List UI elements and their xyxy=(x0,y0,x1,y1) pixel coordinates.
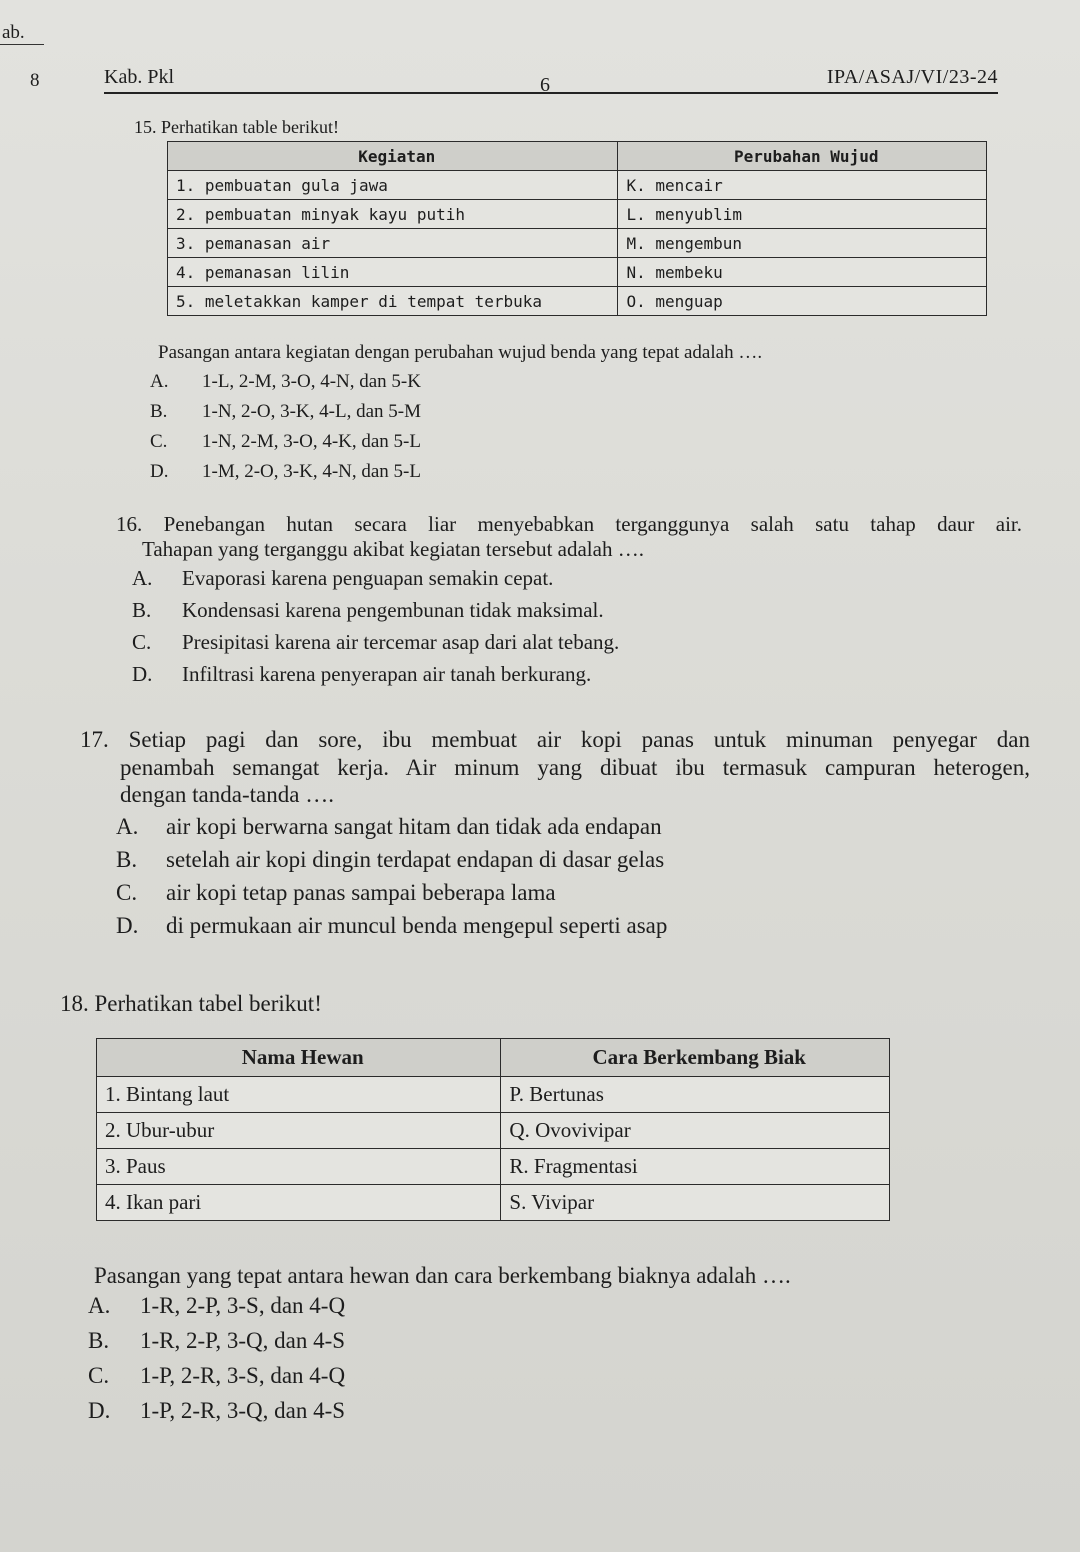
option-letter: D. xyxy=(116,912,139,938)
option-text: Kondensasi karena pengembunan tidak maksimal. xyxy=(182,598,604,623)
table-header: Perubahan Wujud xyxy=(618,142,987,171)
option-text: 1-L, 2-M, 3-O, 4-N, dan 5-K xyxy=(202,371,421,392)
animal-table xyxy=(96,1038,890,1221)
table-cell: R. Fragmentasi xyxy=(501,1149,890,1185)
option-text: air kopi berwarna sangat hitam dan tidak ada endapan xyxy=(166,813,662,839)
answer-option[interactable] xyxy=(116,846,1030,879)
option-letter: D. xyxy=(132,662,153,687)
answer-option[interactable] xyxy=(88,1327,345,1362)
question-16-stem-line1: 16. Penebangan hutan secara liar menyebabkan terganggunya salah satu tahap daur air. xyxy=(116,512,1022,536)
question-18-title: 18. Perhatikan tabel berikut! xyxy=(60,991,322,1016)
option-letter: C. xyxy=(132,630,152,655)
corner-tag: ab. xyxy=(2,22,25,43)
option-text: Presipitasi karena air tercemar asap dari alat tebang. xyxy=(182,630,620,655)
answer-option[interactable] xyxy=(116,813,1030,846)
answer-option[interactable] xyxy=(88,1397,345,1432)
answer-option[interactable] xyxy=(150,431,421,461)
table-cell: L. menyublim xyxy=(618,200,987,229)
question-17-options xyxy=(80,813,1030,945)
question-17-stem-line1: 17. Setiap pagi dan sore, ibu membuat air kopi panas untuk minuman penyegar dan xyxy=(80,727,1030,752)
answer-option[interactable] xyxy=(132,662,1022,694)
option-text: setelah air kopi dingin terdapat endapan di dasar gelas xyxy=(166,846,665,872)
table-cell: K. mencair xyxy=(618,171,987,200)
option-text: di permukaan air muncul benda mengepul seperti asap xyxy=(166,912,668,938)
table-header: Kegiatan xyxy=(168,142,618,171)
question-15-stem: Pasangan antara kegiatan dengan perubahan wujud benda yang tepat adalah …. xyxy=(158,342,763,363)
option-letter: B. xyxy=(116,846,138,872)
table-row xyxy=(168,200,987,229)
answer-option[interactable] xyxy=(116,879,1030,912)
option-text: Infiltrasi karena penyerapan air tanah berkurang. xyxy=(182,662,592,687)
answer-option[interactable] xyxy=(150,461,421,491)
answer-option[interactable] xyxy=(132,630,1022,662)
option-text: Evaporasi karena penguapan semakin cepat. xyxy=(182,566,554,591)
table-cell: S. Vivipar xyxy=(501,1185,890,1221)
option-letter: B. xyxy=(150,401,168,422)
option-text: 1-R, 2-P, 3-Q, dan 4-S xyxy=(140,1328,346,1353)
question-16 xyxy=(116,512,1022,694)
option-letter: A. xyxy=(132,566,153,591)
answer-option[interactable] xyxy=(132,566,1022,598)
activity-table xyxy=(167,141,987,316)
option-letter: A. xyxy=(116,813,139,839)
option-letter: D. xyxy=(150,461,169,482)
option-letter: C. xyxy=(88,1363,110,1388)
table-cell: 2. pembuatan minyak kayu putih xyxy=(168,200,618,229)
corner-underline xyxy=(0,44,44,45)
table-cell: 2. Ubur-ubur xyxy=(97,1113,501,1149)
question-18-options xyxy=(88,1292,345,1432)
table-row xyxy=(97,1149,890,1185)
option-letter: B. xyxy=(88,1328,110,1353)
table-cell: Q. Ovovivipar xyxy=(501,1113,890,1149)
header-code: IPA/ASAJ/VI/23-24 xyxy=(826,66,998,88)
question-17 xyxy=(80,726,1030,945)
question-15-title: 15. Perhatikan table berikut! xyxy=(134,117,339,137)
answer-option[interactable] xyxy=(132,598,1022,630)
table-cell: N. membeku xyxy=(618,258,987,287)
option-letter: B. xyxy=(132,598,152,623)
option-letter: D. xyxy=(88,1398,111,1423)
table-cell: 3. Paus xyxy=(97,1149,501,1185)
page-header xyxy=(104,66,998,94)
table-row xyxy=(168,258,987,287)
question-15-options xyxy=(150,371,421,491)
option-text: 1-R, 2-P, 3-S, dan 4-Q xyxy=(140,1293,346,1318)
table-header: Nama Hewan xyxy=(97,1039,501,1077)
page-number: 8 xyxy=(30,70,40,91)
table-cell: 4. Ikan pari xyxy=(97,1185,501,1221)
question-18-stem: Pasangan yang tepat antara hewan dan cara berkembang biaknya adalah …. xyxy=(94,1263,791,1288)
table-row xyxy=(97,1113,890,1149)
header-page: 6 xyxy=(540,74,550,96)
question-17-stem-line2: penambah semangat kerja. Air minum yang dibuat ibu termasuk campuran heterogen, xyxy=(120,754,1030,780)
table-row xyxy=(168,287,987,316)
table-cell: P. Bertunas xyxy=(501,1077,890,1113)
answer-option[interactable] xyxy=(150,401,421,431)
option-text: 1-P, 2-R, 3-Q, dan 4-S xyxy=(140,1398,346,1423)
option-letter: A. xyxy=(88,1293,111,1318)
table-cell: O. menguap xyxy=(618,287,987,316)
table-row xyxy=(168,171,987,200)
table-cell: 4. pemanasan lilin xyxy=(168,258,618,287)
option-letter: A. xyxy=(150,371,169,392)
table-cell: 1. Bintang laut xyxy=(97,1077,501,1113)
option-text: 1-N, 2-O, 3-K, 4-L, dan 5-M xyxy=(202,401,421,422)
answer-option[interactable] xyxy=(150,371,421,401)
option-text: 1-P, 2-R, 3-S, dan 4-Q xyxy=(140,1363,346,1388)
answer-option[interactable] xyxy=(88,1292,345,1327)
question-16-stem-line2: Tahapan yang terganggu akibat kegiatan tersebut adalah …. xyxy=(142,537,644,562)
table-header: Cara Berkembang Biak xyxy=(501,1039,890,1077)
header-region: Kab. Pkl xyxy=(104,66,174,88)
question-17-stem-line3: dengan tanda-tanda …. xyxy=(120,782,334,808)
table-cell: 1. pembuatan gula jawa xyxy=(168,171,618,200)
table-cell: M. mengembun xyxy=(618,229,987,258)
option-text: air kopi tetap panas sampai beberapa lama xyxy=(166,879,556,905)
answer-option[interactable] xyxy=(88,1362,345,1397)
option-text: 1-N, 2-M, 3-O, 4-K, dan 5-L xyxy=(202,431,421,452)
answer-option[interactable] xyxy=(116,912,1030,945)
table-row xyxy=(97,1077,890,1113)
option-letter: C. xyxy=(116,879,138,905)
option-text: 1-M, 2-O, 3-K, 4-N, dan 5-L xyxy=(202,461,421,482)
table-row xyxy=(97,1185,890,1221)
question-16-options xyxy=(116,566,1022,694)
table-cell: 5. meletakkan kamper di tempat terbuka xyxy=(168,287,618,316)
table-cell: 3. pemanasan air xyxy=(168,229,618,258)
table-row xyxy=(168,229,987,258)
option-letter: C. xyxy=(150,431,168,452)
